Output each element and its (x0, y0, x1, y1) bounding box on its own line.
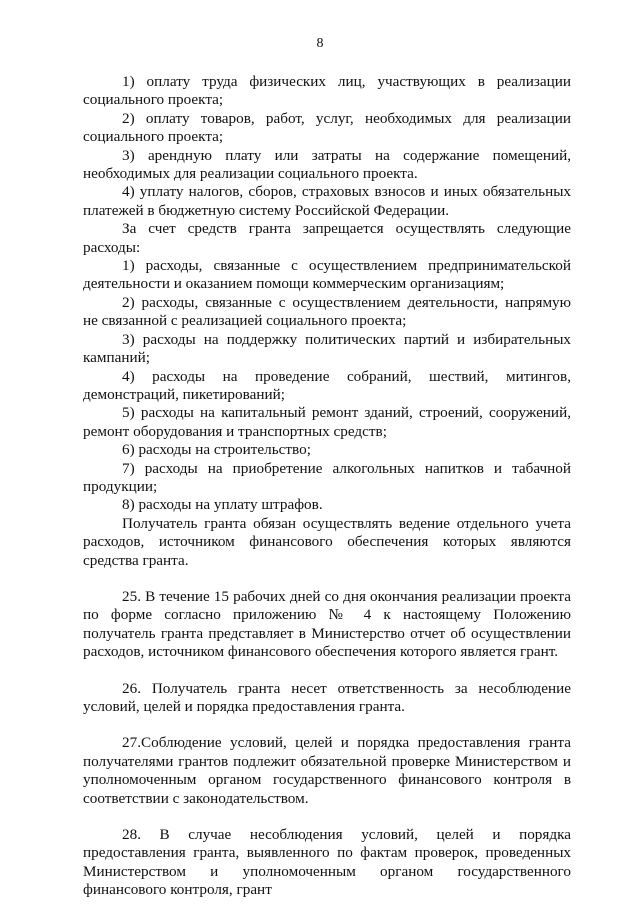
paragraph-prohibited-5: 5) расходы на капитальный ремонт зданий, строений, сооружений, ремонт оборудования и транспортных средств; (83, 404, 571, 440)
paragraph-prohibited-8: 8) расходы на уплату штрафов. (122, 496, 323, 514)
document-body (83, 73, 571, 900)
paragraph-payment-labor: 1) оплату труда физических лиц, участвующих в реализации социального проекта; (83, 73, 571, 109)
paragraph-separate-accounting: Получатель гранта обязан осуществлять ведение отдельного учета расходов, источником финансового обеспечения которых являются средства гранта. (83, 514, 571, 569)
paragraph-clause-27: 27.Соблюдение условий, целей и порядка предоставления гранта получателями грантов подлежит обязательной проверке Министерством и уполномоченным органом государственного финансового контроля в соответствии с законодательством. (83, 734, 571, 807)
paragraph-prohibited-2: 2) расходы, связанные с осуществлением деятельности, напрямую не связанной с реализацией социального проекта; (83, 293, 571, 330)
paragraph-prohibited-3: 3) расходы на поддержку политических партий и избирательных кампаний; (83, 330, 571, 367)
paragraph-clause-28: 28. В случае несоблюдения условий, целей и порядка предоставления гранта, выявленного по фактам проверок, проведенных Министерством и уполномоченным органом государственного финансового контроля, грант (83, 826, 571, 899)
paragraph-payment-goods: 2) оплату товаров, работ, услуг, необходимых для реализации социального проекта; (83, 109, 571, 146)
paragraph-prohibited-7: 7) расходы на приобретение алкогольных напитков и табачной продукции; (83, 459, 571, 495)
paragraph-prohibited-4: 4) расходы на проведение собраний, шествий, митингов, демонстраций, пикетирований; (83, 367, 571, 403)
paragraph-prohibited-intro: За счет средств гранта запрещается осуществлять следующие расходы: (83, 220, 571, 256)
paragraph-clause-26: 26. Получатель гранта несет ответственность за несоблюдение условий, целей и порядка предоставления гранта. (83, 679, 571, 715)
page-number: 8 (316, 36, 324, 51)
paragraph-prohibited-6: 6) расходы на строительство; (122, 441, 311, 459)
paragraph-prohibited-1: 1) расходы, связанные с осуществлением предпринимательской деятельности и оказанием помощи коммерческим организациям; (83, 257, 571, 293)
paragraph-clause-25: 25. В течение 15 рабочих дней со дня окончания реализации проекта по форме согласно приложению № 4 к настоящему Положению получатель гранта представляет в Министерство отчет об осуществлении расходов, источником финансового обеспечения которого является грант. (83, 587, 571, 661)
paragraph-taxes: 4) уплату налогов, сборов, страховых взносов и иных обязательных платежей в бюджетную систему Российской Федерации. (83, 183, 571, 219)
paragraph-rent: 3) арендную плату или затраты на содержание помещений, необходимых для реализации социального проекта. (83, 146, 571, 183)
